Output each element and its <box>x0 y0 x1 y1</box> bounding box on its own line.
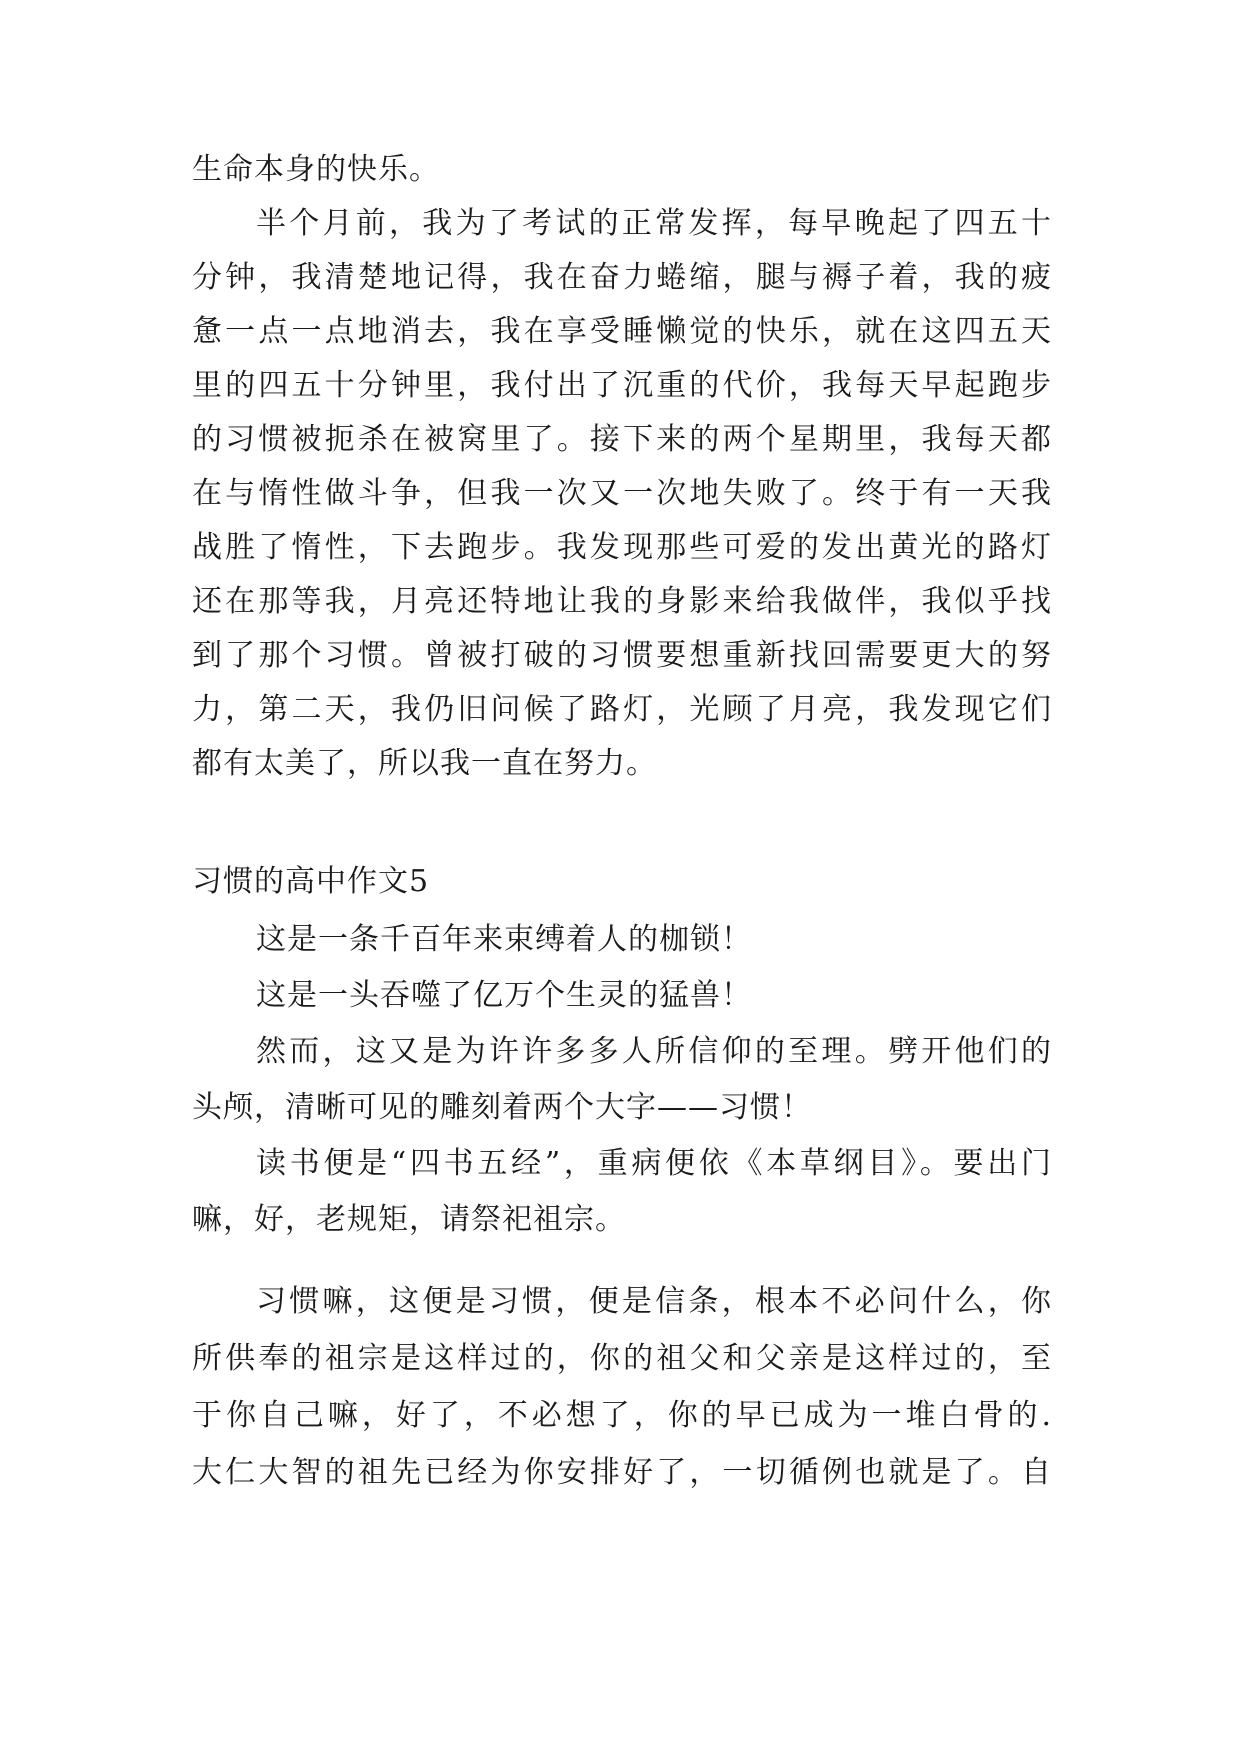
paragraph-line: 还在那等我，月亮还特地让我的身影来给我做伴，我似乎找 <box>192 584 1052 619</box>
section-heading: 习惯的高中作文5 <box>192 864 430 899</box>
paragraph-line: 力，第二天，我仍旧问候了路灯，光顾了月亮，我发现它们 <box>192 692 1052 727</box>
paragraph-line: 读书便是“四书五经”，重病便依《本草纲目》。要出门 <box>256 1146 1052 1181</box>
paragraph-line: 惫一点一点地消去，我在享受睡懒觉的快乐，就在这四五天 <box>192 314 1052 349</box>
paragraph-line: 的习惯被扼杀在被窝里了。接下来的两个星期里，我每天都 <box>192 422 1052 457</box>
paragraph-line: 到了那个习惯。曾被打破的习惯要想重新找回需要更大的努 <box>192 638 1052 673</box>
paragraph-line: 所供奉的祖宗是这样过的，你的祖父和父亲是这样过的，至 <box>192 1341 1052 1376</box>
paragraph-line: 都有太美了，所以我一直在努力。 <box>192 746 657 781</box>
paragraph-line: 嘛，好，老规矩，请祭祀祖宗。 <box>192 1202 626 1237</box>
paragraph-line: 头颅，清晰可见的雕刻着两个大字——习惯！ <box>192 1090 812 1125</box>
paragraph-line: 这是一条千百年来束缚着人的枷锁！ <box>256 922 752 957</box>
paragraph-line: 然而，这又是为许许多多人所信仰的至理。劈开他们的 <box>256 1034 1052 1069</box>
paragraph-line: 里的四五十分钟里，我付出了沉重的代价，我每天早起跑步 <box>192 368 1052 403</box>
paragraph-line: 这是一头吞噬了亿万个生灵的猛兽！ <box>256 978 752 1013</box>
paragraph-line: 半个月前，我为了考试的正常发挥，每早晚起了四五十 <box>256 206 1052 241</box>
paragraph-line: 分钟，我清楚地记得，我在奋力蜷缩，腿与褥子着，我的疲 <box>192 260 1052 295</box>
paragraph-line: 于你自己嘛，好了，不必想了，你的早已成为一堆白骨的. <box>192 1398 1052 1433</box>
paragraph-line: 在与惰性做斗争，但我一次又一次地失败了。终于有一天我 <box>192 476 1052 511</box>
paragraph-line: 大仁大智的祖先已经为你安排好了，一切循例也就是了。自 <box>192 1455 1052 1490</box>
paragraph-line: 生命本身的快乐。 <box>192 152 440 187</box>
paragraph-line: 战胜了惰性，下去跑步。我发现那些可爱的发出黄光的路灯 <box>192 530 1052 565</box>
paragraph-line: 习惯嘛，这便是习惯，便是信条，根本不必问什么，你 <box>256 1284 1052 1319</box>
